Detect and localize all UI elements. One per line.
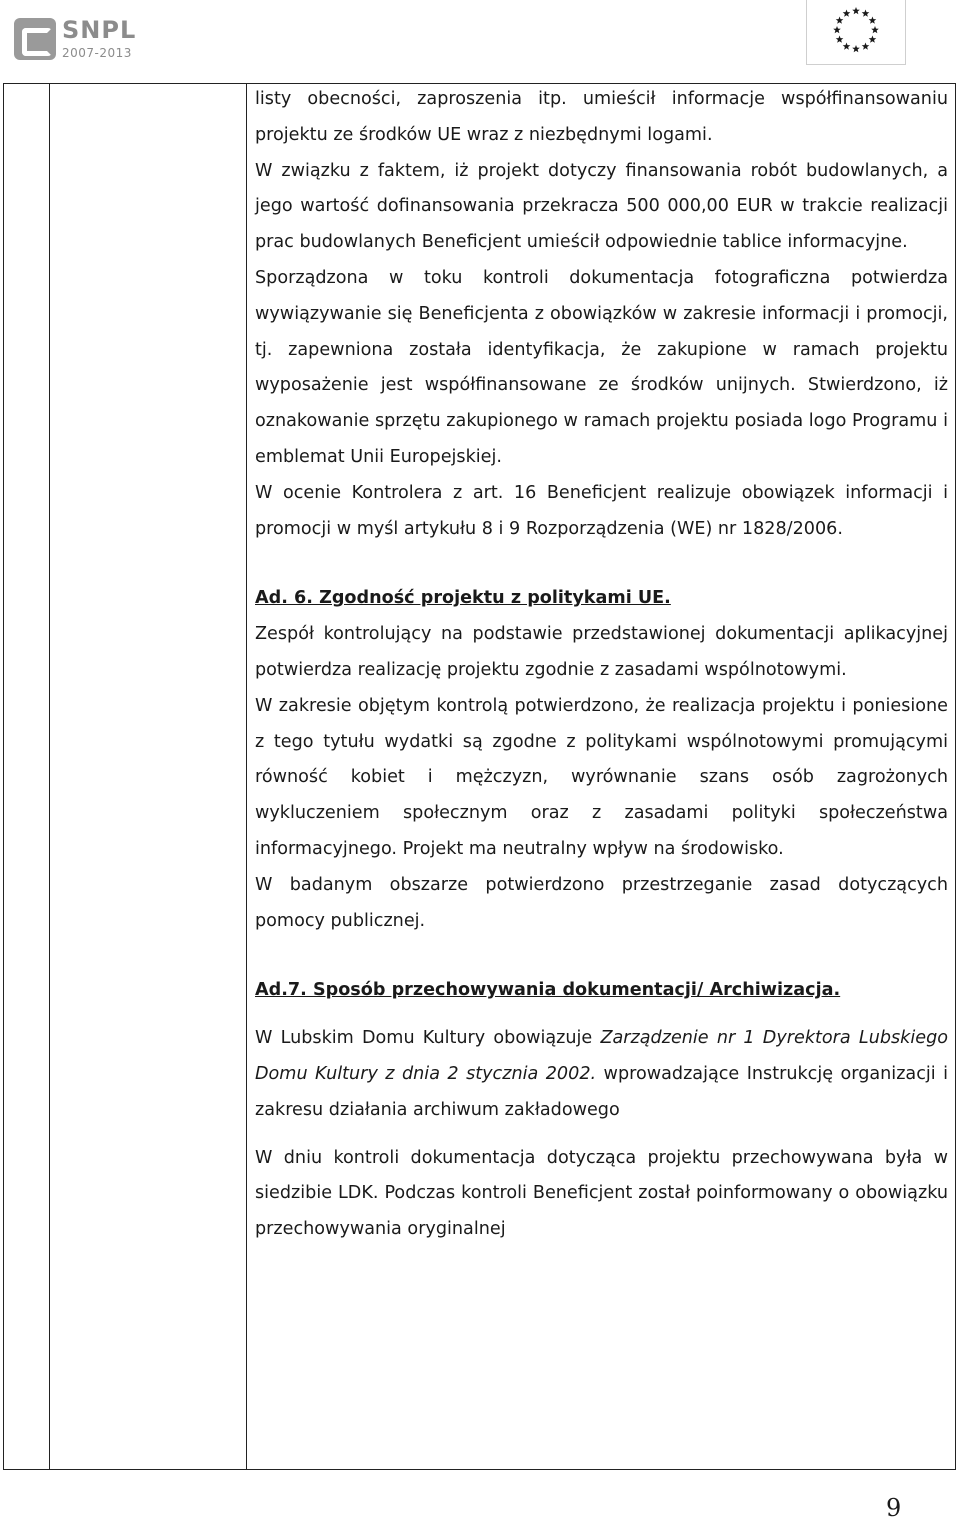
page-number: 9 xyxy=(886,1494,902,1522)
paragraph: W badanym obszarze potwierdzono przestrzeganie zasad dotyczących pomocy publicznej. xyxy=(255,874,948,931)
eu-star-icon xyxy=(869,17,877,24)
section-heading: Ad. 6. Zgodność projektu z politykami UE. xyxy=(255,588,671,609)
paragraph: W związku z faktem, iż projekt dotyczy finansowania robót budowlanych, a jego wartość dofinansowania przekracza 500 000,00 EUR w trakcie realizacji prac budowlanych Beneficjent umieścił odpowiednie tablice informacyjne. xyxy=(255,160,948,253)
logo-years: 2007-2013 xyxy=(62,46,132,60)
snpl-logo-icon xyxy=(14,18,56,60)
section-heading: Ad.7. Sposób przechowywania dokumentacji/ Archiwizacja. xyxy=(255,980,841,1001)
paragraph: Sporządzona w toku kontroli dokumentacja fotograficzna potwierdza wywiązywanie się Beneficjenta z obowiązków w zakresie informacji i promocji, tj. zapewniona została identyfikacja, że zakupione w ramach projektu wyposażenie jest współfinansowane ze środków unijnych. Stwierdzono, iż oznakowanie sprzętu zakupionego w ramach projektu posiada logo Programu i emblemat Unii Europejskiej. xyxy=(255,267,948,467)
eu-star-icon xyxy=(836,17,844,24)
table-column-divider xyxy=(246,84,247,1469)
eu-star-icon xyxy=(852,45,860,52)
eu-star-icon xyxy=(843,10,851,17)
eu-star-icon xyxy=(862,10,870,17)
logo-title: SNPL xyxy=(62,16,137,44)
eu-star-icon xyxy=(871,26,879,33)
paragraph: W zakresie objętym kontrolą potwierdzono, że realizacja projektu i poniesione z tego tytułu wydatki są zgodne z politykami wspólnotowymi promującymi równość kobiet i mężczyzn, wyrównanie szans osób zagrożonych wykluczeniem społecznym oraz z zasadami polityki społeczeństwa informacyjnego. Projekt ma neutralny wpływ na środowisko. xyxy=(255,695,948,859)
paragraph: Zespół kontrolujący na podstawie przedstawionej dokumentacji aplikacyjnej potwierdza realizację projektu zgodnie z zasadami wspólnotowymi. xyxy=(255,624,948,680)
paragraph: W ocenie Kontrolera z art. 16 Beneficjent realizuje obowiązek informacji i promocji w myśl artykułu 8 i 9 Rozporządzenia (WE) nr 1828/2006. xyxy=(255,482,948,539)
eu-star-icon xyxy=(862,42,870,49)
eu-flag-icon xyxy=(806,0,906,65)
paragraph: W dniu kontroli dokumentacja dotycząca projektu przechowywana była w siedzibie LDK. Podczas kontroli Beneficjent został poinformowany o obowiązku przechowywania oryginalnej xyxy=(255,1147,948,1240)
paragraph-text: wprowadzające Instrukcję organizacji i zakresu działania archiwum zakładowego xyxy=(255,1063,948,1120)
table-column-divider xyxy=(49,84,50,1469)
eu-star-icon xyxy=(836,36,844,43)
paragraph-text: W Lubskim Domu Kultury obowiązuje xyxy=(255,1028,601,1049)
regulation-reference: Zarządzenie nr 1 Dyrektora Lubskiego Domu Kultury z dnia 2 stycznia 2002. xyxy=(255,1028,949,1084)
snpl-logo xyxy=(14,16,148,66)
eu-star-icon xyxy=(852,7,860,14)
eu-star-icon xyxy=(869,36,877,43)
eu-star-icon xyxy=(843,42,851,49)
paragraph xyxy=(255,1021,948,1128)
eu-star-icon xyxy=(833,26,841,33)
paragraph: listy obecności, zaproszenia itp. umieścił informacje współfinansowaniu projektu ze środków UE wraz z niezbędnymi logami. xyxy=(255,89,948,145)
document-body xyxy=(255,82,948,1248)
